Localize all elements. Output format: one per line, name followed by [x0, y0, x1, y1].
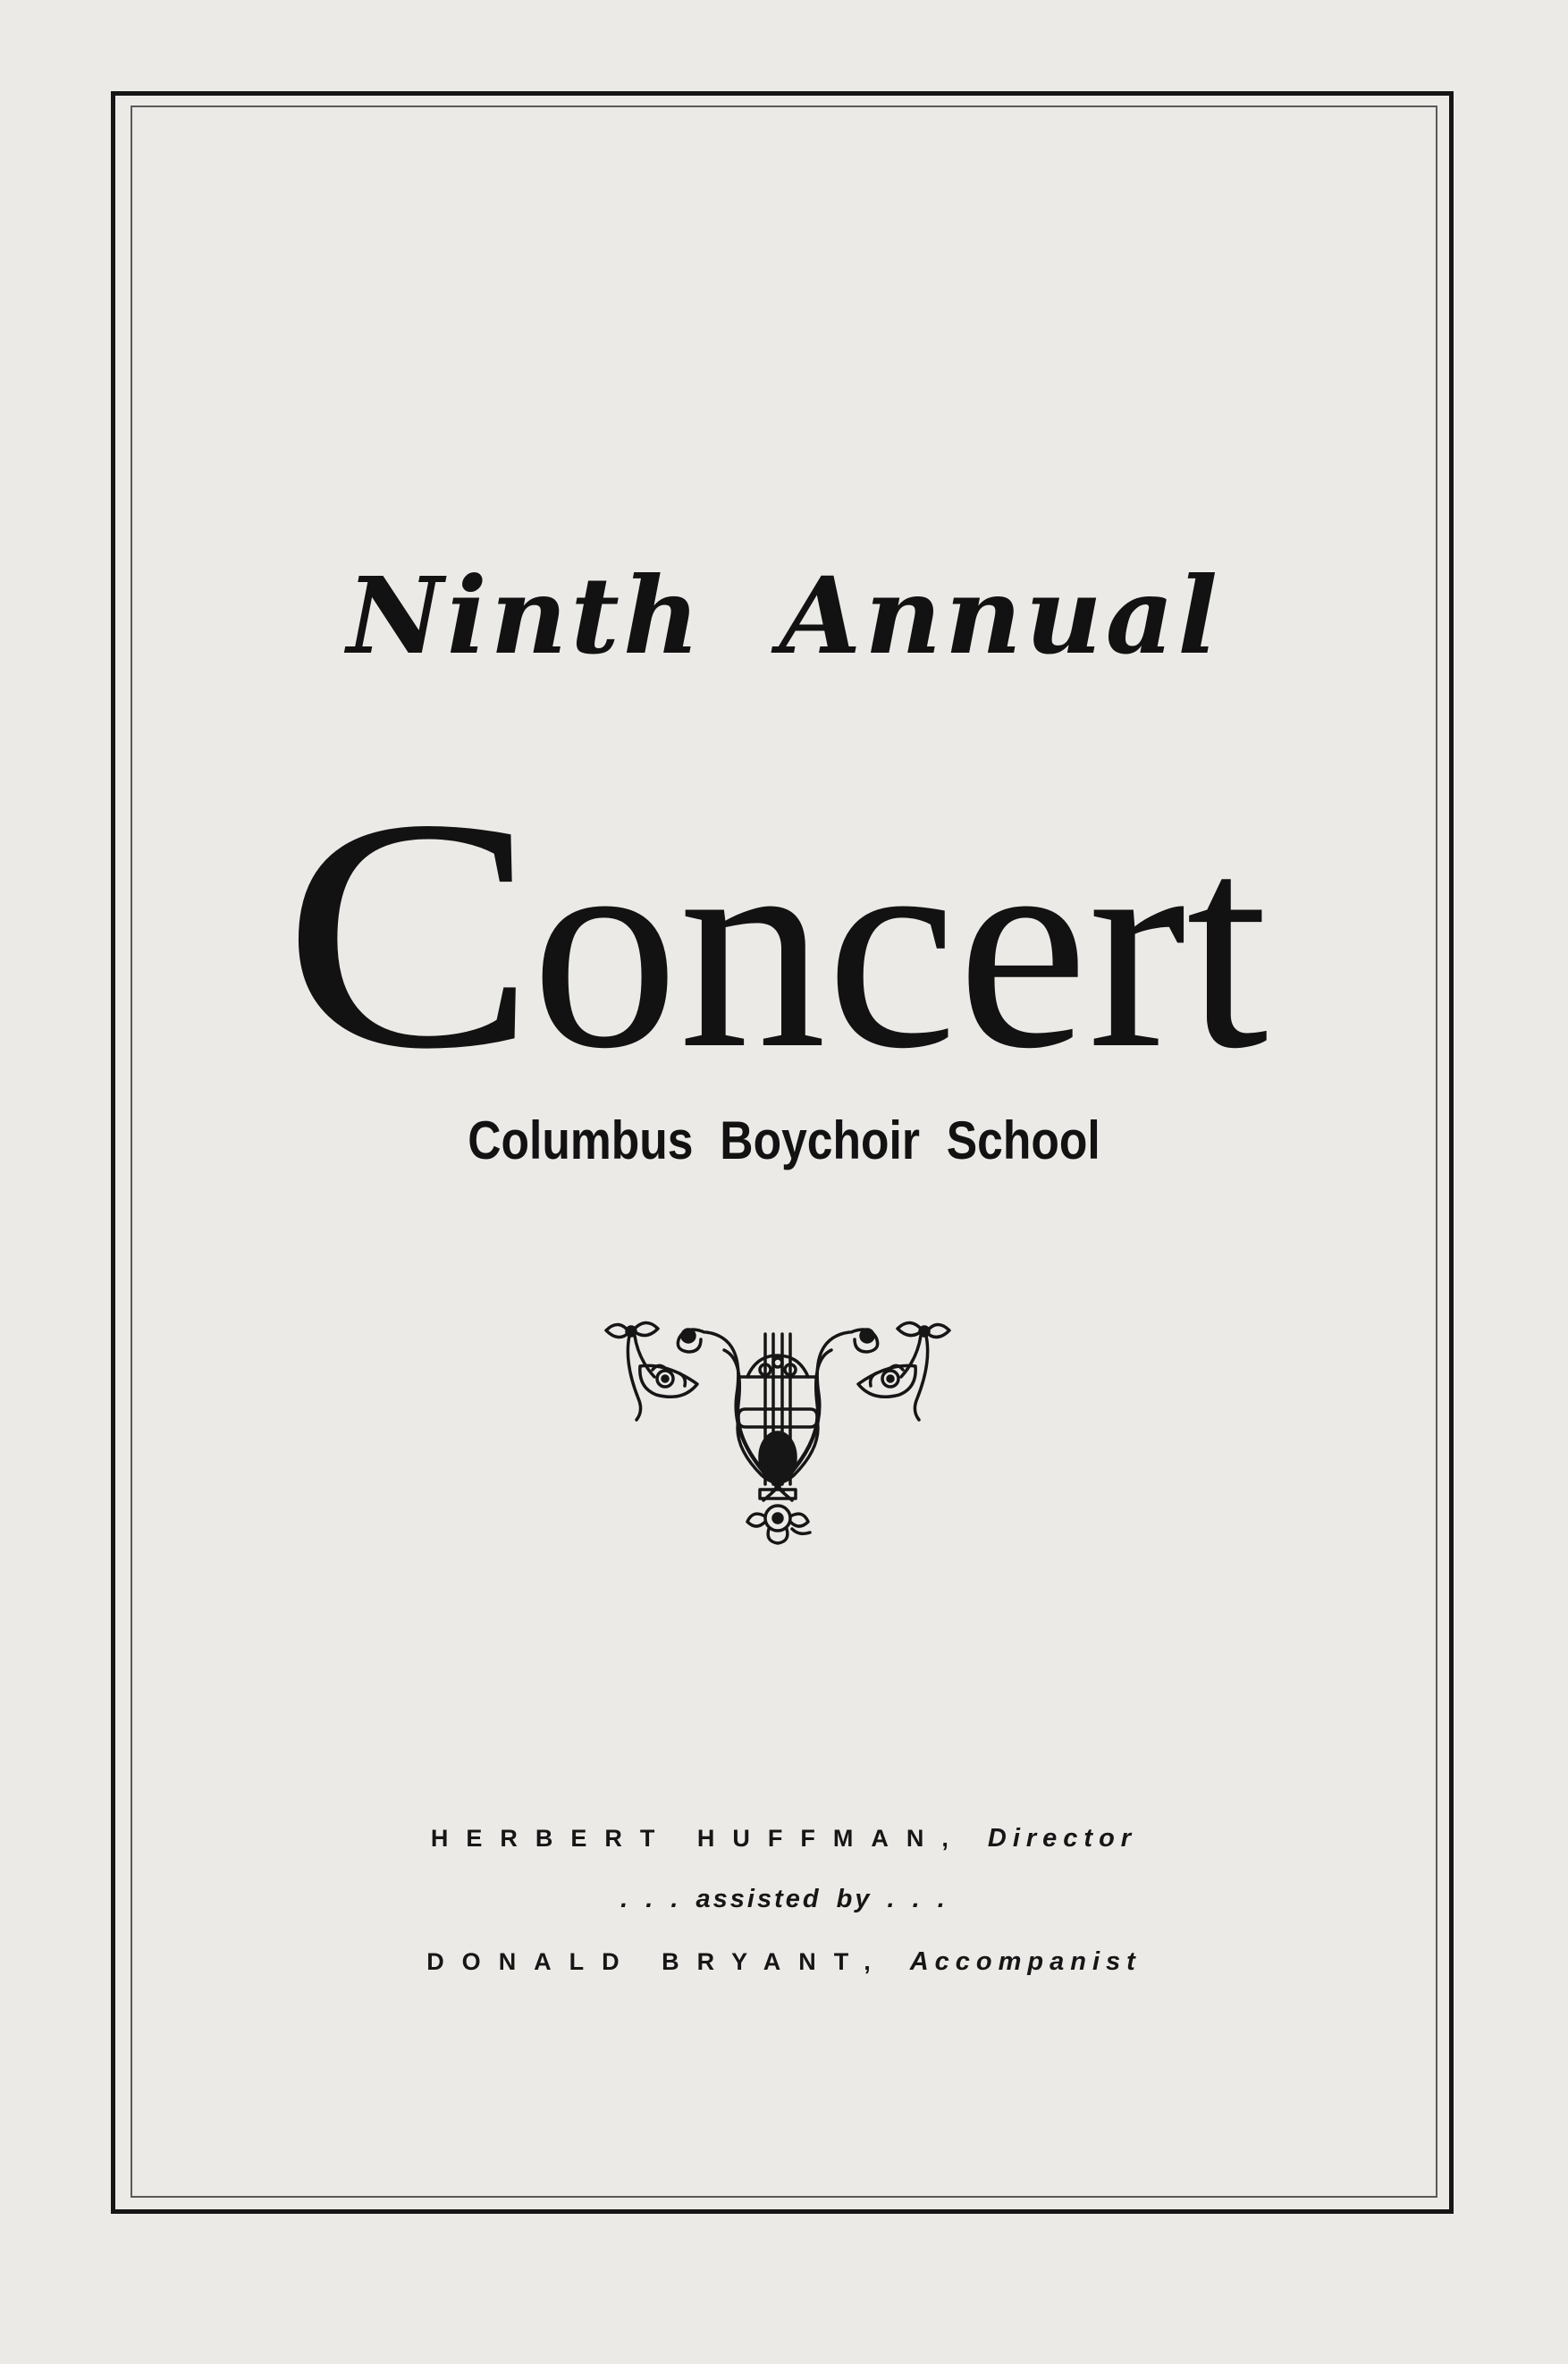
accompanist-credit — [0, 1949, 1568, 1975]
accompanist-name: DONALD BRYANT, — [426, 1948, 889, 1975]
heading-ninth-annual: Ninth Annual — [346, 553, 1222, 678]
title-initial: C — [282, 751, 537, 1118]
assisted-by-text: . . . assisted by . . . — [620, 1885, 948, 1913]
lyre-icon — [590, 1314, 965, 1591]
page-title — [0, 751, 1568, 1118]
accompanist-role: Accompanist — [909, 1947, 1142, 1976]
school-name: Columbus Boychoir School — [468, 1110, 1100, 1170]
director-role: Director — [987, 1824, 1138, 1853]
title-rest: oncert — [531, 783, 1269, 1110]
director-name: HERBERT HUFFMAN, — [430, 1825, 966, 1852]
assisted-by-line — [0, 1887, 1568, 1912]
director-credit — [0, 1826, 1568, 1852]
